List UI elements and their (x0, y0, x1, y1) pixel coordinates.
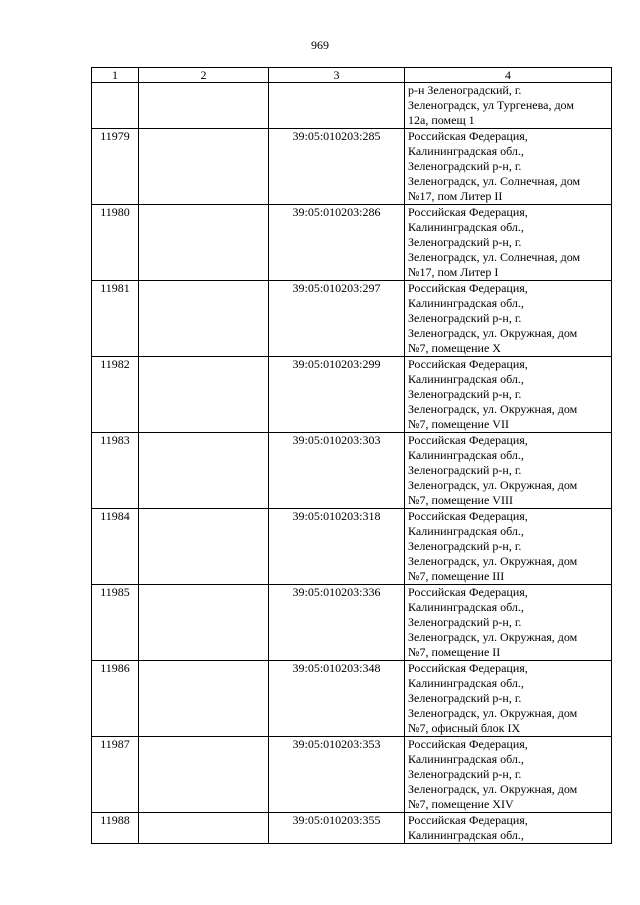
row-number-cell (92, 83, 139, 129)
empty-cell (139, 813, 269, 844)
address-cell: Российская Федерация, Калининградская обл., Зеленоградский р-н, г. Зеленоградск, ул. Окружная, дом №7, помещение VII (405, 357, 612, 433)
row-number-cell: 11979 (92, 129, 139, 205)
table-row (92, 509, 612, 585)
cadastral-number-cell: 39:05:010203:299 (269, 357, 405, 433)
address-cell: Российская Федерация, Калининградская обл., Зеленоградский р-н, г. Зеленоградск, ул. Солнечная, дом №17, пом Литер I (405, 205, 612, 281)
address-cell: р-н Зеленоградский, г. Зеленоградск, ул Тургенева, дом 12а, помещ 1 (405, 83, 612, 129)
cadastral-number-cell: 39:05:010203:348 (269, 661, 405, 737)
table-row (92, 433, 612, 509)
table-row (92, 281, 612, 357)
cadastral-number-cell (269, 83, 405, 129)
page-number: 969 (311, 38, 329, 52)
table-row (92, 585, 612, 661)
address-cell: Российская Федерация, Калининградская обл., (405, 813, 612, 844)
empty-cell (139, 205, 269, 281)
row-number-cell: 11988 (92, 813, 139, 844)
column-header: 1 (92, 68, 139, 83)
empty-cell (139, 737, 269, 813)
address-cell: Российская Федерация, Калининградская обл., Зеленоградский р-н, г. Зеленоградск, ул. Окружная, дом №7, помещение XIV (405, 737, 612, 813)
table-row (92, 129, 612, 205)
empty-cell (139, 357, 269, 433)
cadastral-number-cell: 39:05:010203:353 (269, 737, 405, 813)
table-header-row (92, 68, 612, 83)
address-cell: Российская Федерация, Калининградская обл., Зеленоградский р-н, г. Зеленоградск, ул. Окружная, дом №7, помещение III (405, 509, 612, 585)
address-cell: Российская Федерация, Калининградская обл., Зеленоградский р-н, г. Зеленоградск, ул. Окружная, дом №7, помещение VIII (405, 433, 612, 509)
row-number-cell: 11981 (92, 281, 139, 357)
empty-cell (139, 509, 269, 585)
row-number-cell: 11987 (92, 737, 139, 813)
address-cell: Российская Федерация, Калининградская обл., Зеленоградский р-н, г. Зеленоградск, ул. Окружная, дом №7, помещение II (405, 585, 612, 661)
empty-cell (139, 83, 269, 129)
empty-cell (139, 281, 269, 357)
column-header: 3 (269, 68, 405, 83)
empty-cell (139, 661, 269, 737)
table-row (92, 813, 612, 844)
column-header: 2 (139, 68, 269, 83)
cadastral-number-cell: 39:05:010203:355 (269, 813, 405, 844)
table-row (92, 83, 612, 129)
row-number-cell: 11985 (92, 585, 139, 661)
row-number-cell: 11982 (92, 357, 139, 433)
cadastral-number-cell: 39:05:010203:303 (269, 433, 405, 509)
address-cell: Российская Федерация, Калининградская обл., Зеленоградский р-н, г. Зеленоградск, ул. Окружная, дом №7, помещение X (405, 281, 612, 357)
cadastral-number-cell: 39:05:010203:297 (269, 281, 405, 357)
column-header: 4 (405, 68, 612, 83)
table-row (92, 357, 612, 433)
cadastral-number-cell: 39:05:010203:336 (269, 585, 405, 661)
empty-cell (139, 585, 269, 661)
cadastral-number-cell: 39:05:010203:285 (269, 129, 405, 205)
row-number-cell: 11980 (92, 205, 139, 281)
row-number-cell: 11986 (92, 661, 139, 737)
cadastral-number-cell: 39:05:010203:318 (269, 509, 405, 585)
address-cell: Российская Федерация, Калининградская обл., Зеленоградский р-н, г. Зеленоградск, ул. Солнечная, дом №17, пом Литер II (405, 129, 612, 205)
table-row (92, 737, 612, 813)
row-number-cell: 11983 (92, 433, 139, 509)
table-row (92, 661, 612, 737)
registry-table (91, 67, 612, 844)
cadastral-number-cell: 39:05:010203:286 (269, 205, 405, 281)
table-row (92, 205, 612, 281)
empty-cell (139, 129, 269, 205)
empty-cell (139, 433, 269, 509)
row-number-cell: 11984 (92, 509, 139, 585)
address-cell: Российская Федерация, Калининградская обл., Зеленоградский р-н, г. Зеленоградск, ул. Окружная, дом №7, офисный блок IX (405, 661, 612, 737)
